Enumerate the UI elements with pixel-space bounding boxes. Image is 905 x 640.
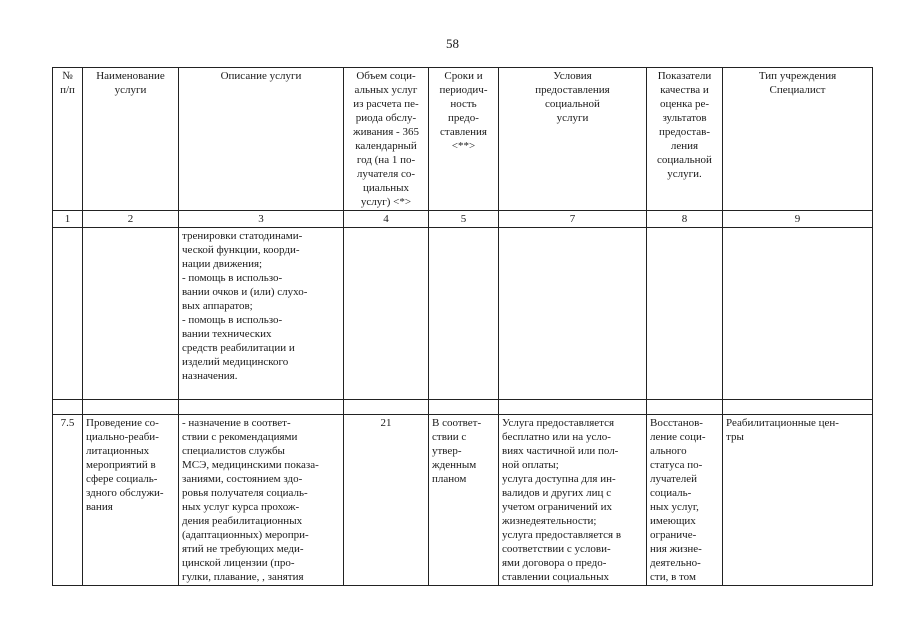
cell-line: жденным <box>432 459 477 471</box>
institution-type <box>723 228 873 400</box>
header-cell <box>429 68 499 211</box>
header-line: ность <box>450 98 477 110</box>
cell-line: В соответ- <box>432 417 482 429</box>
cell-line: ровья получателя социаль- <box>182 487 308 499</box>
cell-line: ального <box>650 445 687 457</box>
header-line: ления <box>670 140 699 152</box>
table-row <box>53 415 873 586</box>
cell-line: нации движения; <box>182 258 263 270</box>
cell-line: ствии с рекомендациями <box>182 431 298 443</box>
header-line: Наименование <box>96 70 165 82</box>
cell-line: жизнедеятельности; <box>502 515 597 527</box>
cell-line: ями договора о предо- <box>502 557 607 569</box>
cell-line: вании очков и (или) слухо- <box>182 286 308 298</box>
row-number: 7.5 <box>53 415 83 586</box>
cell-line: ствии с <box>432 431 467 443</box>
cell-line: имеющих <box>650 515 696 527</box>
cell-line: - назначение в соответ- <box>182 417 291 429</box>
header-row <box>53 68 873 211</box>
header-line: п/п <box>60 84 75 96</box>
cell-line: утвер- <box>432 445 462 457</box>
header-line: циальных <box>362 182 410 194</box>
column-number: 3 <box>179 211 344 228</box>
header-line: услуги. <box>667 168 702 180</box>
header-line: предостав- <box>658 126 711 138</box>
cell-line: ставлении социальных <box>502 571 609 583</box>
cell-line: Проведение со- <box>86 417 159 429</box>
cell-line: вых аппаратов; <box>182 300 253 312</box>
header-line: Описание услуги <box>220 70 302 82</box>
header-line: <**> <box>451 140 476 152</box>
cell-line: бесплатно или на усло- <box>502 431 611 443</box>
cell-line: средств реабилитации и <box>182 342 295 354</box>
service-terms <box>429 228 499 400</box>
column-number: 8 <box>647 211 723 228</box>
services-table <box>52 67 873 586</box>
cell-line: лучателей <box>650 473 698 485</box>
service-description <box>179 228 344 400</box>
row-number <box>53 228 83 400</box>
cell-line: Реабилитационные цен- <box>726 417 839 429</box>
header-line: Специалист <box>769 84 826 96</box>
header-line: предо- <box>448 112 479 124</box>
cell-line: соответствии с услови- <box>502 543 611 555</box>
header-line: Тип учреждения <box>758 70 837 82</box>
cell-line: социаль- <box>650 487 692 499</box>
header-cell <box>647 68 723 211</box>
header-line: оценка ре- <box>659 98 709 110</box>
cell-line: деятельно- <box>650 557 701 569</box>
institution-type <box>723 415 873 586</box>
header-line: год (на 1 по- <box>356 154 416 166</box>
header-line: Объем соци- <box>356 70 416 82</box>
cell-line: услуга доступна для ин- <box>502 473 616 485</box>
column-number-row <box>53 211 873 228</box>
service-conditions <box>499 415 647 586</box>
cell-line: учетом ограничений их <box>502 501 612 513</box>
table-spacer-row <box>53 400 873 415</box>
cell-line: тренировки статодинами- <box>182 230 303 242</box>
cell-line: литационных <box>86 445 150 457</box>
table-row <box>53 228 873 400</box>
page-number: 58 <box>446 36 459 51</box>
service-name <box>83 415 179 586</box>
header-line: социальной <box>545 98 600 110</box>
header-cell <box>723 68 873 211</box>
service-conditions <box>499 228 647 400</box>
cell-line: (адаптационных) меропри- <box>182 529 309 541</box>
header-line: из расчета пе- <box>353 98 419 110</box>
column-number: 5 <box>429 211 499 228</box>
cell-line: дения реабилитационных <box>182 515 303 527</box>
cell-line: услуга предоставляется в <box>502 529 622 541</box>
cell-line: ограниче- <box>650 529 697 541</box>
header-line: Условия <box>553 70 592 82</box>
cell-line: ной оплаты; <box>502 459 559 471</box>
column-number: 7 <box>499 211 647 228</box>
header-line: качества и <box>660 84 709 96</box>
header-cell <box>344 68 429 211</box>
cell-line: изделий медицинского <box>182 356 289 368</box>
header-line: № <box>62 70 73 82</box>
cell-line: ческой функции, коорди- <box>182 244 300 256</box>
cell-line: статуса по- <box>650 459 703 471</box>
quality-indicators <box>647 415 723 586</box>
header-line: социальной <box>657 154 712 166</box>
column-number: 2 <box>83 211 179 228</box>
cell-line: гулки, плавание, , занятия <box>182 571 304 583</box>
header-line: предоставления <box>535 84 610 96</box>
header-line: живания - 365 <box>353 126 419 138</box>
header-cell <box>83 68 179 211</box>
header-cell <box>179 68 344 211</box>
header-line: зультатов <box>662 112 707 124</box>
cell-line: вании технических <box>182 328 272 340</box>
service-volume: 21 <box>344 415 429 586</box>
cell-line: циально-реаби- <box>86 431 159 443</box>
service-terms <box>429 415 499 586</box>
cell-line: виях частичной или пол- <box>502 445 619 457</box>
column-number: 4 <box>344 211 429 228</box>
cell-line: Восстанов- <box>650 417 703 429</box>
cell-line: - помощь в использо- <box>182 314 283 326</box>
header-line: ставления <box>440 126 487 138</box>
cell-line: здного обслужи- <box>86 487 164 499</box>
header-line: лучателя со- <box>356 168 416 180</box>
column-number: 1 <box>53 211 83 228</box>
header-line: услуги <box>114 84 147 96</box>
cell-line: цинской лицензии (про- <box>182 557 295 569</box>
header-line: альных услуг <box>354 84 418 96</box>
cell-line: планом <box>432 473 467 485</box>
cell-line: сти, в том <box>650 571 696 583</box>
header-line: услуг) <*> <box>360 196 412 208</box>
header-line: риода обслу- <box>355 112 417 124</box>
cell-line: Услуга предоставляется <box>502 417 615 429</box>
cell-line: ятий не требующих меди- <box>182 543 304 555</box>
header-cell <box>499 68 647 211</box>
cell-line: специалистов службы <box>182 445 285 457</box>
cell-line: назначения. <box>182 370 238 382</box>
cell-line: ния жизне- <box>650 543 702 555</box>
cell-line: вания <box>86 501 113 513</box>
header-line: периодич- <box>439 84 488 96</box>
header-line: Сроки и <box>444 70 483 82</box>
header-cell <box>53 68 83 211</box>
cell-line: ление соци- <box>650 431 706 443</box>
service-name <box>83 228 179 400</box>
cell-line: валидов и других лиц с <box>502 487 612 499</box>
cell-line: мероприятий в <box>86 459 156 471</box>
service-description <box>179 415 344 586</box>
quality-indicators <box>647 228 723 400</box>
header-line: календарный <box>355 140 417 152</box>
header-line: услуги <box>556 112 589 124</box>
cell-line: - помощь в использо- <box>182 272 283 284</box>
cell-line: тры <box>726 431 744 443</box>
header-line: Показатели <box>657 70 712 82</box>
cell-line: ных услуг курса прохож- <box>182 501 300 513</box>
service-volume <box>344 228 429 400</box>
cell-line: ных услуг, <box>650 501 699 513</box>
cell-line: МСЭ, медицинскими показа- <box>182 459 319 471</box>
column-number: 9 <box>723 211 873 228</box>
cell-line: сфере социаль- <box>86 473 158 485</box>
cell-line: заниями, состоянием здо- <box>182 473 303 485</box>
